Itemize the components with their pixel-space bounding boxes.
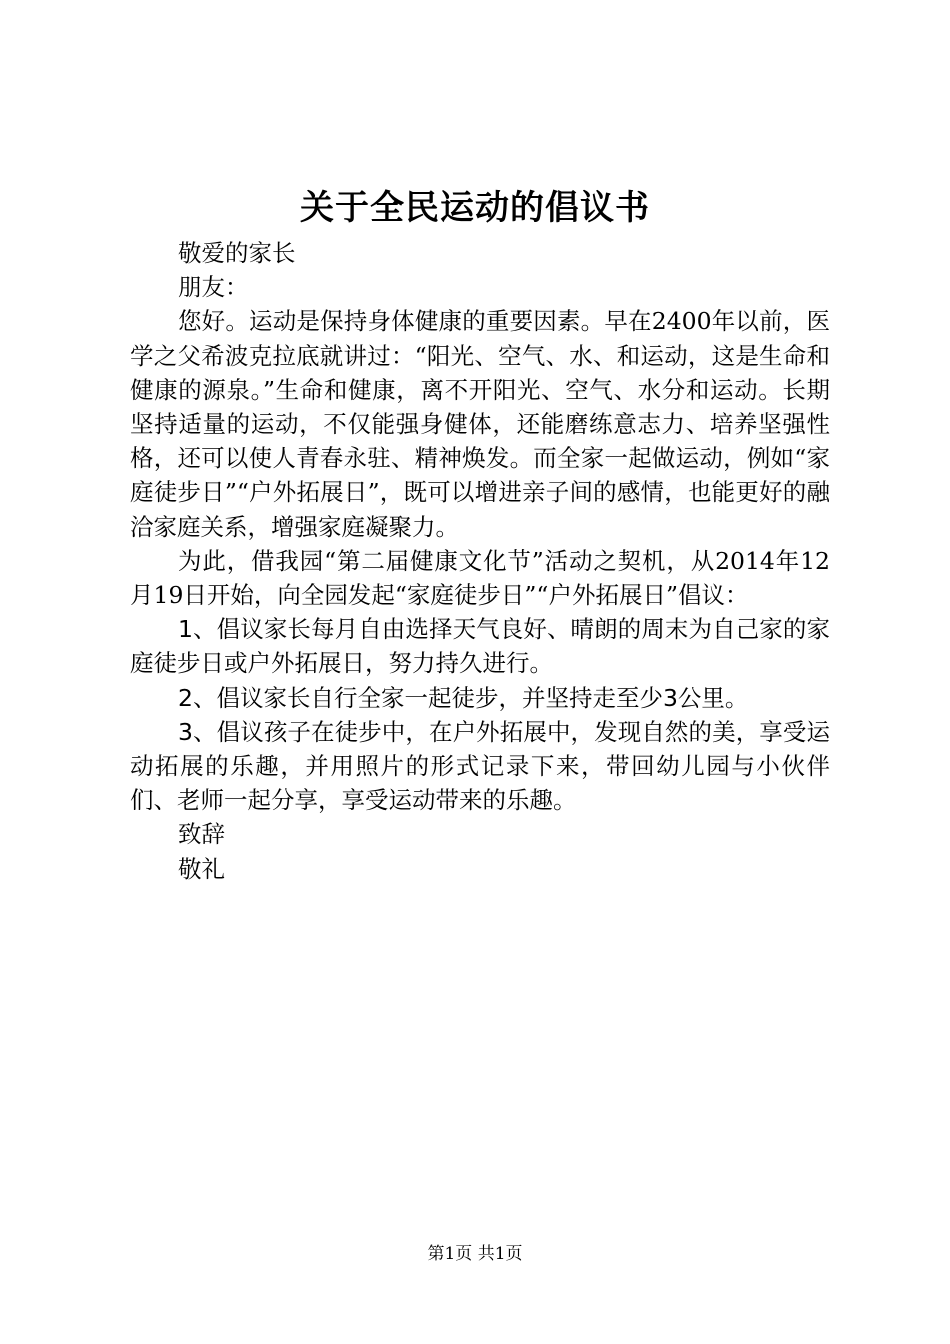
- closing-line-1: 致辞: [178, 820, 225, 849]
- intro-paragraph: 您好。运动是保持身体健康的重要因素。早在2400年以前，医学之父希波克拉底就讲过：“阳光、空气、水、和运动，这是生命和健康的源泉。”生命和健康，离不开阳光、空气、水分和运动。长期坚持适量的运动，不仅能强身健体，还能磨练意志力、培养坚强性格，还可以使人青春永驻、精神焕发。而全家一起做运动，例如“家庭徒步日”“户外拓展日”，既可以增进亲子间的感情，也能更好的融洽家庭关系，增强家庭凝聚力。: [130, 307, 830, 541]
- salutation-line-2: 朋友：: [178, 273, 249, 302]
- closing-line-2: 敬礼: [178, 854, 225, 883]
- proposal-item-3: 3、倡议孩子在徒步中，在户外拓展中，发现自然的美，享受运动拓展的乐趣，并用照片的形式记录下来，带回幼儿园与小伙伴们、老师一起分享，享受运动带来的乐趣。: [130, 717, 830, 815]
- document-title: 关于全民运动的倡议书: [300, 188, 650, 228]
- document-body: [130, 236, 830, 886]
- salutation-line-1: 敬爱的家长: [178, 239, 296, 267]
- initiative-paragraph: 为此，借我园“第二届健康文化节”活动之契机，从2014年12月19日开始，向全园发起“家庭徒步日”“户外拓展日”倡议：: [130, 546, 830, 610]
- proposal-item-1: 1、倡议家长每月自由选择天气良好、晴朗的周末为自己家的家庭徒步日或户外拓展日，努力持久进行。: [130, 615, 830, 678]
- page-footer: 第1页 共1页: [427, 1244, 523, 1264]
- proposal-item-2: 2、倡议家长自行全家一起徒步，并坚持走至少3公里。: [178, 683, 749, 712]
